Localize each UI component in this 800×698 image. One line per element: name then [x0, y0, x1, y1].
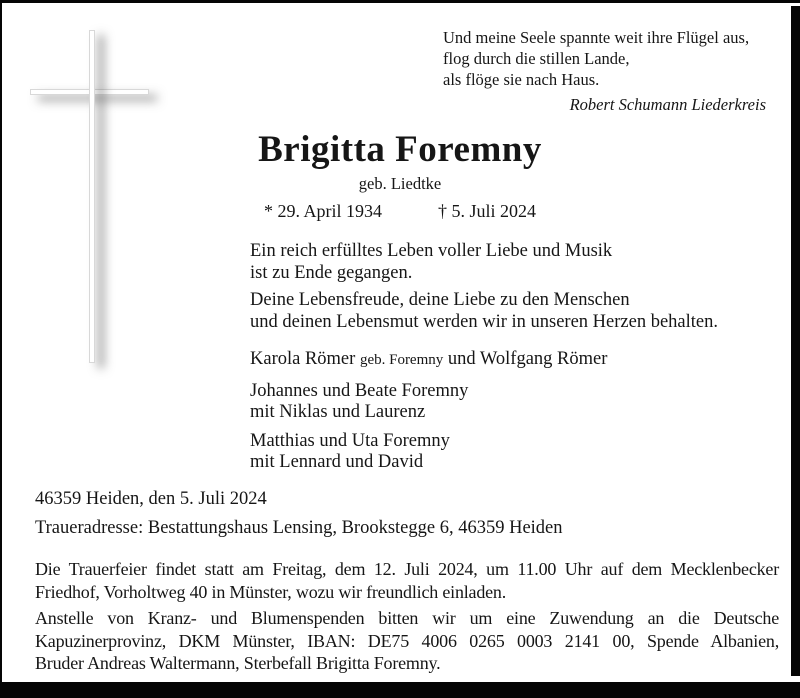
tribute-and-mourners: [250, 241, 755, 474]
deceased-name: Brigitta Foremny: [258, 129, 542, 170]
life-dates: [200, 201, 600, 222]
poem-line: als flöge sie nach Haus.: [443, 70, 600, 89]
tribute-line: Ein reich erfülltes Leben voller Liebe und Musik: [250, 241, 613, 261]
funeral-service-info: [35, 558, 779, 603]
mourner-children: mit Niklas und Laurenz: [250, 402, 426, 422]
clipping-border-top: [0, 0, 800, 3]
clipping-border-left: [0, 0, 2, 698]
poem-line: flog durch die stillen Lande,: [443, 49, 630, 68]
donation-request: [35, 607, 779, 675]
poem-line: Und meine Seele spannte weit ihre Flügel aus,: [443, 28, 750, 47]
mourner-name: Karola Römer: [250, 349, 356, 369]
cross-vertical-bar: [89, 30, 95, 363]
tribute-line: ist zu Ende gegangen.: [250, 262, 413, 283]
mourner-name: Matthias und Uta Foremny: [250, 430, 450, 451]
tribute-paragraph-2: [250, 290, 755, 333]
poem-epigraph: [443, 27, 766, 115]
mourner-family-2: [250, 381, 755, 424]
clipping-border-right: [791, 6, 800, 676]
mourner-birth-name: geb. Foremny: [359, 352, 444, 368]
clipping-border-bottom: [0, 682, 800, 698]
mourner-children: mit Lennard und David: [250, 452, 424, 472]
donation-line: Bruder Andreas Waltermann, Sterbefall Brigitta Foremny.: [35, 653, 441, 673]
tribute-paragraph-1: [250, 241, 755, 284]
deceased-birth-name: geb. Liedtke: [358, 174, 442, 193]
deceased-title-block: [200, 129, 600, 222]
mourner-name: und Wolfgang Römer: [447, 349, 608, 369]
mourning-address: Traueradresse: Bestattungshaus Lensing, Brookstegge 6, 46359 Heiden: [35, 518, 563, 538]
tribute-line: Deine Lebensfreude, deine Liebe zu den Menschen: [250, 290, 630, 310]
birth-date: * 29. April 1934: [263, 201, 382, 221]
mourner-family-3: [250, 431, 755, 474]
address-block: [35, 489, 563, 539]
tribute-line: und deinen Lebensmut werden wir in unseren Herzen behalten.: [250, 311, 718, 332]
funeral-line: Die Trauerfeier findet statt am Freitag, dem 12. Juli 2024, um 11.00 Uhr auf dem Mecklenbecker: [35, 559, 779, 579]
donation-line: Kapuzinerprovinz, DKM Münster, IBAN: DE75 4006 0265 0003 2141 00, Spende Albanien,: [35, 630, 779, 651]
memorial-cross-icon: [28, 30, 163, 370]
mourner-family-1: [250, 349, 755, 372]
poem-attribution: Robert Schumann Liederkreis: [569, 95, 766, 114]
mourner-name: Johannes und Beate Foremny: [250, 380, 469, 401]
funeral-line: Friedhof, Vorholtweg 40 in Münster, wozu wir freundlich einladen.: [35, 581, 507, 602]
death-date: † 5. Juli 2024: [438, 201, 537, 221]
donation-line: Anstelle von Kranz- und Blumenspenden bitten wir um eine Zuwendung an die Deutsche: [35, 608, 779, 628]
place-and-date: 46359 Heiden, den 5. Juli 2024: [35, 489, 267, 509]
